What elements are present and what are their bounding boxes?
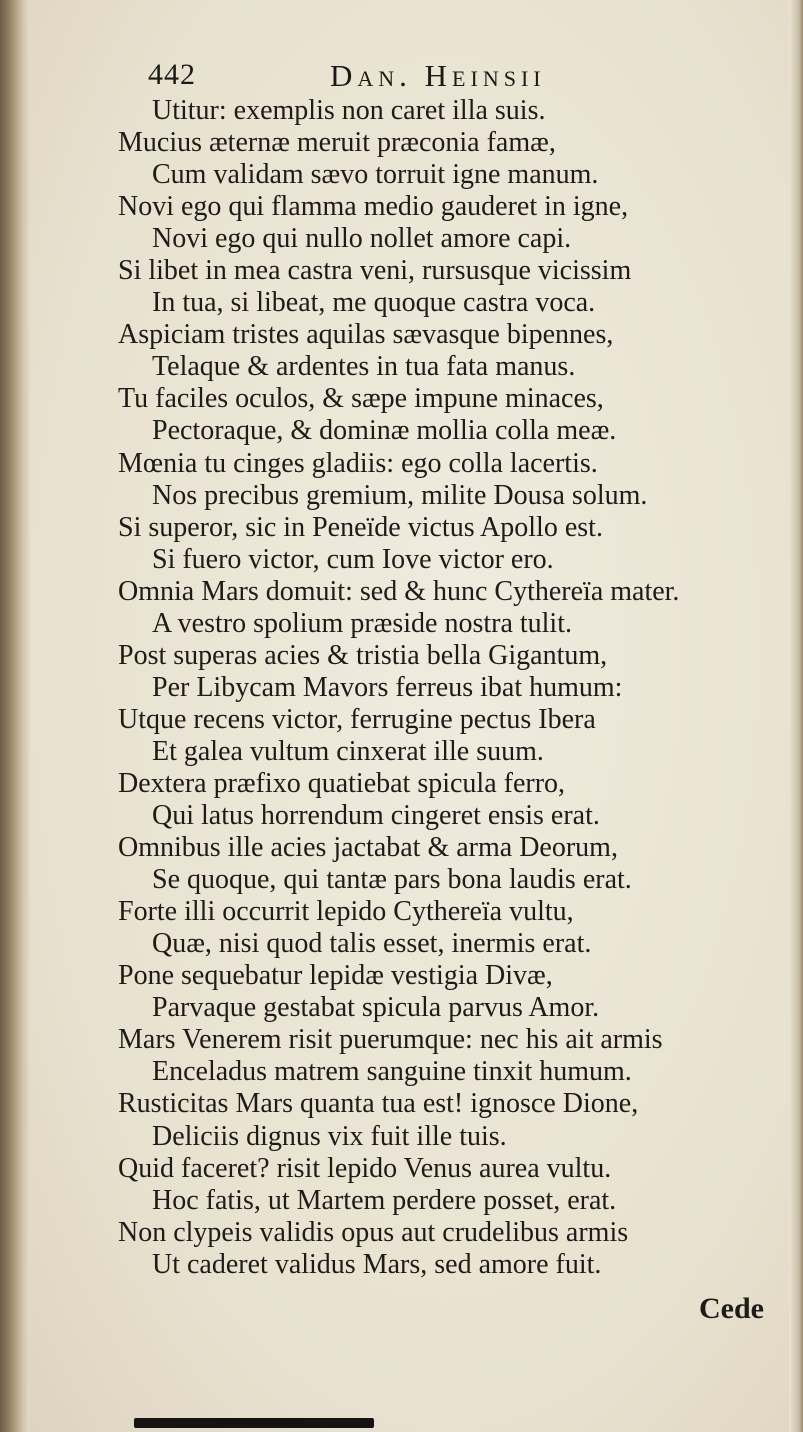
poem-line: Hoc fatis, ut Martem perdere posset, erat. bbox=[152, 1184, 617, 1216]
poem-line: Mucius æternæ meruit præconia famæ, bbox=[118, 127, 556, 159]
book-page bbox=[30, 0, 789, 1432]
poem-line: Dextera præfixo quatiebat spicula ferro, bbox=[118, 767, 566, 799]
poem-line: Tu faciles oculos, & sæpe impune minaces, bbox=[118, 383, 604, 415]
poem-line: Ut caderet validus Mars, sed amore fuit. bbox=[152, 1248, 602, 1280]
poem-line: Cum validam sævo torruit igne manum. bbox=[152, 159, 599, 191]
page-header bbox=[148, 56, 668, 98]
poem-line: Post superas acies & tristia bella Gigantum, bbox=[118, 639, 608, 671]
poem-line: Utitur: exemplis non caret illa suis. bbox=[152, 95, 546, 126]
poem-line: Forte illi occurrit lepido Cythereïa vultu, bbox=[118, 896, 574, 928]
poem-line: Mars Venerem risit puerumque: nec his ait armis bbox=[118, 1024, 663, 1056]
poem-line: Si superor, sic in Peneïde victus Apollo est. bbox=[118, 511, 603, 543]
poem-line: Mœnia tu cinges gladiis: ego colla lacertis. bbox=[118, 447, 598, 479]
bottom-rule bbox=[134, 1418, 374, 1428]
poem-line: Utque recens victor, ferrugine pectus Ibera bbox=[118, 703, 596, 735]
poem-line: Novi ego qui flamma medio gauderet in igne, bbox=[118, 191, 629, 223]
poem-line: Rusticitas Mars quanta tua est! ignosce Dione, bbox=[118, 1088, 639, 1120]
poem-line: Aspiciam tristes aquilas sævasque bipennes, bbox=[118, 319, 614, 351]
catchword: Cede bbox=[699, 1292, 764, 1325]
poem-line: Si fuero victor, cum Iove victor ero. bbox=[152, 543, 554, 575]
poem-line: Pone sequebatur lepidæ vestigia Divæ, bbox=[118, 960, 553, 992]
poem-line: Omnia Mars domuit: sed & hunc Cythereïa mater. bbox=[118, 575, 680, 607]
poem-line: A vestro spolium præside nostra tulit. bbox=[152, 607, 572, 639]
poem-line: Parvaque gestabat spicula parvus Amor. bbox=[152, 992, 600, 1024]
page-number: 442 bbox=[148, 58, 196, 91]
book-gutter-shadow bbox=[0, 0, 30, 1432]
running-head: Dan. Heinsii bbox=[330, 58, 546, 93]
poem-line: Novi ego qui nullo nollet amore capi. bbox=[152, 223, 572, 255]
poem-line: Non clypeis validis opus aut crudelibus armis bbox=[118, 1216, 629, 1248]
poem-line: Qui latus horrendum cingeret ensis erat. bbox=[152, 800, 600, 832]
poem-line: In tua, si libeat, me quoque castra voca. bbox=[152, 287, 596, 319]
poem-line: Pectoraque, & dominæ mollia colla meæ. bbox=[152, 415, 617, 447]
poem-line: Enceladus matrem sanguine tinxit humum. bbox=[152, 1056, 632, 1088]
poem-line: Omnibus ille acies jactabat & arma Deorum, bbox=[118, 832, 618, 864]
poem-line: Telaque & ardentes in tua fata manus. bbox=[152, 351, 576, 383]
poem-line: Et galea vultum cinxerat ille suum. bbox=[152, 735, 544, 767]
poem-line: Se quoque, qui tantæ pars bona laudis erat. bbox=[152, 864, 632, 896]
page-right-edge bbox=[789, 0, 803, 1432]
poem-text bbox=[30, 95, 789, 1281]
poem-line: Nos precibus gremium, milite Dousa solum. bbox=[152, 479, 648, 511]
poem-line: Per Libycam Mavors ferreus ibat humum: bbox=[152, 671, 623, 703]
poem-line: Quid faceret? risit lepido Venus aurea vultu. bbox=[118, 1152, 612, 1184]
poem-line: Quæ, nisi quod talis esset, inermis erat. bbox=[152, 928, 592, 960]
poem-line: Si libet in mea castra veni, rursusque vicissim bbox=[118, 255, 632, 287]
poem-line: Deliciis dignus vix fuit ille tuis. bbox=[152, 1120, 507, 1152]
